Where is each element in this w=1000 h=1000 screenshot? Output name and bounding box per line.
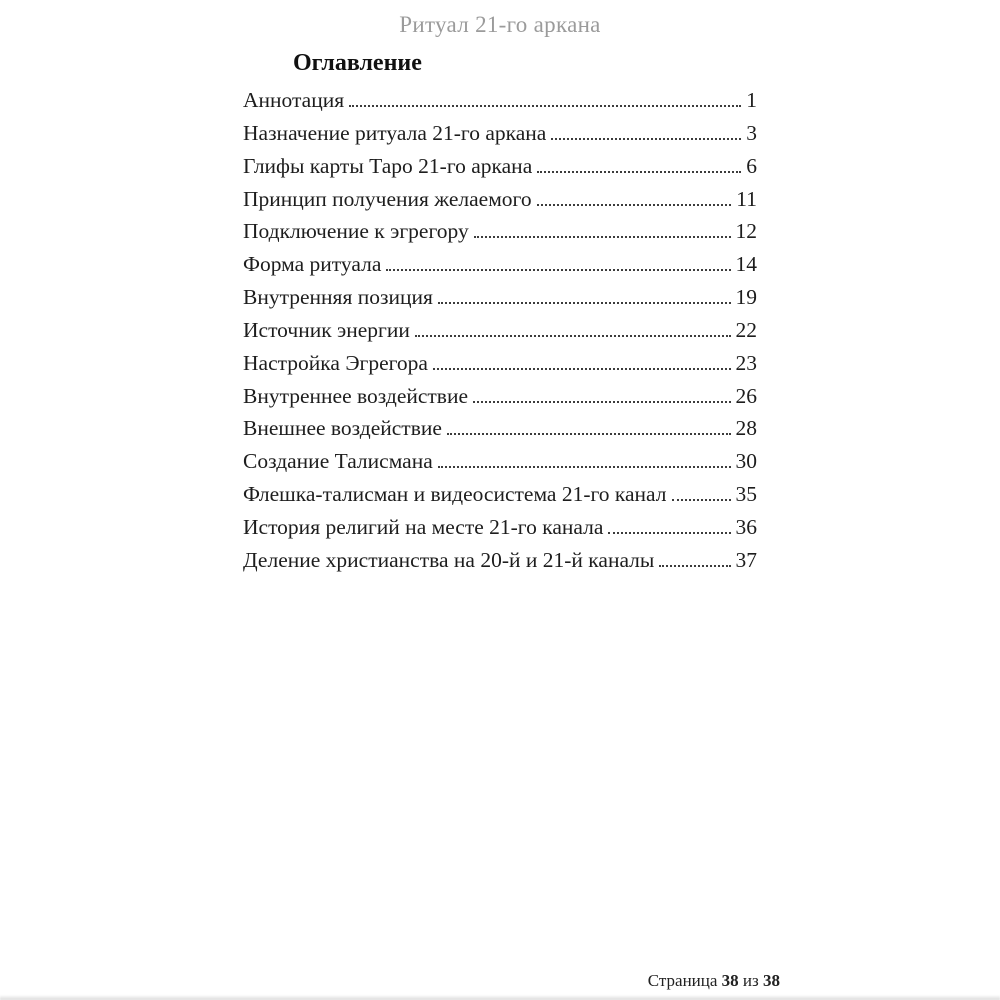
toc-entry-title: Внутренняя позиция [243, 285, 433, 310]
toc-entry-page-number: 23 [735, 350, 757, 375]
toc-entry-page-number: 28 [735, 416, 757, 441]
toc-entry-page-number: 37 [735, 547, 757, 572]
toc-entry-page-number: 22 [735, 317, 757, 342]
toc-entry [243, 183, 757, 216]
toc-entry-page-number: 11 [736, 186, 757, 211]
toc-entry-title: Деление христианства на 20-й и 21-й каналы [243, 547, 655, 572]
toc-entry-page-number: 14 [735, 252, 757, 277]
toc-entry-page-number: 26 [735, 383, 757, 408]
toc-dot-leader [386, 269, 730, 271]
toc-entry-title: Флешка-талисман и видеосистема 21-го канал [243, 482, 667, 507]
toc-dot-leader [438, 466, 731, 468]
toc-dot-leader [474, 236, 731, 238]
toc-entry [243, 511, 757, 544]
page-footer [648, 971, 780, 991]
running-header: Ритуал 21-го аркана [399, 12, 601, 37]
toc-dot-leader [473, 401, 730, 403]
toc-entry-title: Создание Талисмана [243, 449, 433, 474]
toc-entry-title: Форма ритуала [243, 252, 382, 277]
toc-entry-title: Внешнее воздействие [243, 416, 442, 441]
toc-dot-leader [608, 532, 730, 534]
toc-entry-title: Настройка Эгрегора [243, 350, 428, 375]
toc-dot-leader [659, 565, 730, 567]
toc-dot-leader [447, 433, 731, 435]
toc-entry-title: Назначение ритуала 21-го аркана [243, 120, 547, 145]
toc-entry [243, 150, 757, 183]
toc-entry [243, 347, 757, 380]
toc-entry-title: Внутреннее воздействие [243, 383, 469, 408]
toc-entry-page-number: 30 [735, 449, 757, 474]
toc-entry-title: Источник энергии [243, 317, 410, 342]
toc-dot-leader [349, 105, 741, 107]
toc-entry [243, 314, 757, 347]
footer-total-pages: 38 [763, 971, 780, 990]
toc-entry [243, 445, 757, 478]
toc-entry [243, 117, 757, 150]
footer-current-page: 38 [721, 971, 739, 990]
toc-entry-title: Аннотация [243, 88, 345, 112]
toc-dot-leader [537, 204, 732, 206]
footer-of-label: из [742, 971, 759, 990]
toc-dot-leader [672, 499, 731, 501]
toc-entry-page-number: 6 [746, 153, 757, 178]
page-bottom-shadow [0, 995, 1000, 1000]
toc-entry-page-number: 1 [746, 88, 757, 112]
toc-entry [243, 544, 757, 577]
toc-entry-title: Принцип получения желаемого [243, 186, 532, 211]
toc-dot-leader [438, 302, 731, 304]
toc-entry-page-number: 12 [735, 219, 757, 244]
toc-entry-title: История религий на месте 21-го канала [243, 514, 604, 539]
toc-entry-page-number: 35 [735, 482, 757, 507]
toc-entry [243, 380, 757, 413]
toc-entry [243, 84, 757, 117]
toc-title: Оглавление [293, 50, 422, 76]
toc-entry [243, 281, 757, 314]
toc-list [243, 84, 757, 577]
toc-entry [243, 248, 757, 281]
toc-entry [243, 215, 757, 248]
toc-dot-leader [537, 171, 741, 173]
toc-entry-title: Глифы карты Таро 21-го аркана [243, 153, 533, 178]
toc-dot-leader [415, 335, 731, 337]
toc-entry-page-number: 3 [746, 120, 757, 145]
toc-dot-leader [551, 138, 741, 140]
toc-entry-title: Подключение к эгрегору [243, 219, 469, 244]
toc-entry-page-number: 19 [735, 285, 757, 310]
toc-entry [243, 478, 757, 511]
toc-entry [243, 412, 757, 445]
footer-page-label: Страница [647, 971, 718, 990]
toc-entry-page-number: 36 [735, 514, 757, 539]
toc-dot-leader [433, 368, 731, 370]
